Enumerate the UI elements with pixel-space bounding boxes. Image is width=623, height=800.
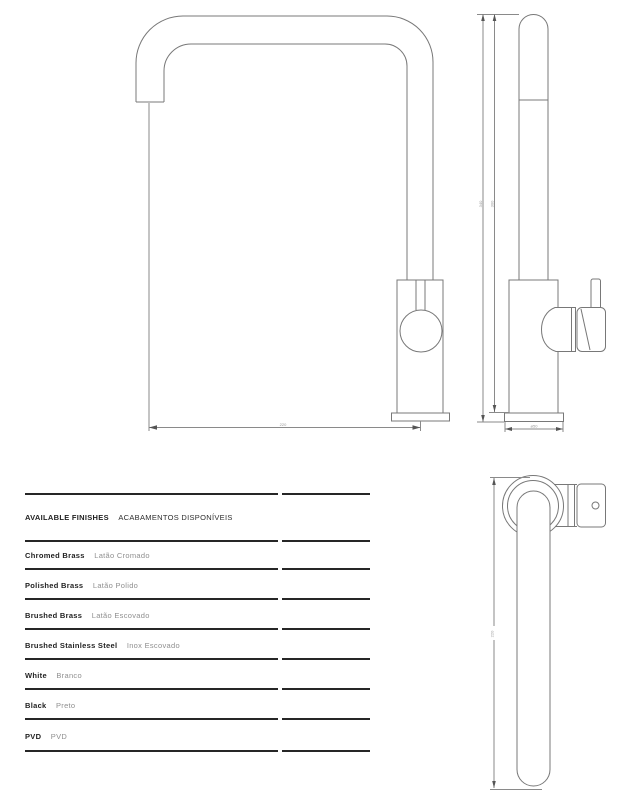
top-handle-lever [577,484,606,527]
finishes-header-en: AVAILABLE FINISHES [25,513,109,522]
finish-name-pt: Latão Polido [92,581,139,590]
finish-name-pt: Inox Escovado [126,641,180,650]
table-rule [25,750,370,752]
side-height-dimension-label-inner: 300 [489,200,495,208]
finish-name-en: Polished Brass [25,581,84,590]
finishes-table [25,493,370,753]
finish-name-pt: Branco [56,671,82,680]
front-spout-inner-outline [164,44,407,280]
front-base-flange [392,413,450,421]
front-handle-circle [400,310,442,352]
top-handle-connector [554,485,577,527]
side-base-dimension-label: ø50 [530,423,538,429]
finish-row-polished-brass [25,577,370,591]
finishes-header-pt: ACABAMENTOS DISPONÍVEIS [118,513,233,522]
table-rule [25,493,370,495]
finish-name-en: Brushed Stainless Steel [25,641,118,650]
table-rule [25,628,370,630]
finish-row-white [25,667,370,681]
top-spout [517,491,550,786]
finish-name-pt: PVD [50,732,68,741]
front-spout-outer-outline [136,16,433,280]
finish-row-brushed-stainless-steel [25,637,370,651]
front-body [397,280,443,413]
side-handle-joint [572,308,576,352]
table-rule [25,540,370,542]
finish-name-pt: Latão Escovado [91,611,150,620]
finish-name-en: Chromed Brass [25,551,85,560]
finish-name-en: White [25,671,47,680]
side-handle-lever [577,308,606,352]
side-handle-hub [542,308,573,352]
side-view-drawing [477,14,606,432]
finish-name-en: PVD [25,732,42,741]
side-base-flange [505,413,564,422]
front-width-dimension-label: 220 [279,422,287,427]
side-spout-outline [519,15,548,281]
front-cartridge-stem [416,280,425,310]
finishes-table-header [25,509,370,523]
top-view-drawing [490,476,606,790]
side-handle-stick [591,279,601,309]
finish-row-pvd [25,728,370,742]
table-rule [25,718,370,720]
side-height-dimension-label-outer: 340 [478,200,483,208]
table-rule [25,688,370,690]
finish-row-brushed-brass [25,607,370,621]
finish-row-black [25,697,370,711]
finish-name-en: Brushed Brass [25,611,83,620]
finish-row-chromed-brass [25,547,370,561]
finish-name-en: Black [25,701,47,710]
top-length-dimension-label: 220 [489,630,495,638]
front-width-dimension [149,103,421,431]
table-rule [25,658,370,660]
table-rule [25,568,370,570]
finish-name-pt: Latão Cromado [94,551,150,560]
front-view-drawing [136,16,450,431]
table-rule [25,598,370,600]
finish-name-pt: Preto [55,701,76,710]
